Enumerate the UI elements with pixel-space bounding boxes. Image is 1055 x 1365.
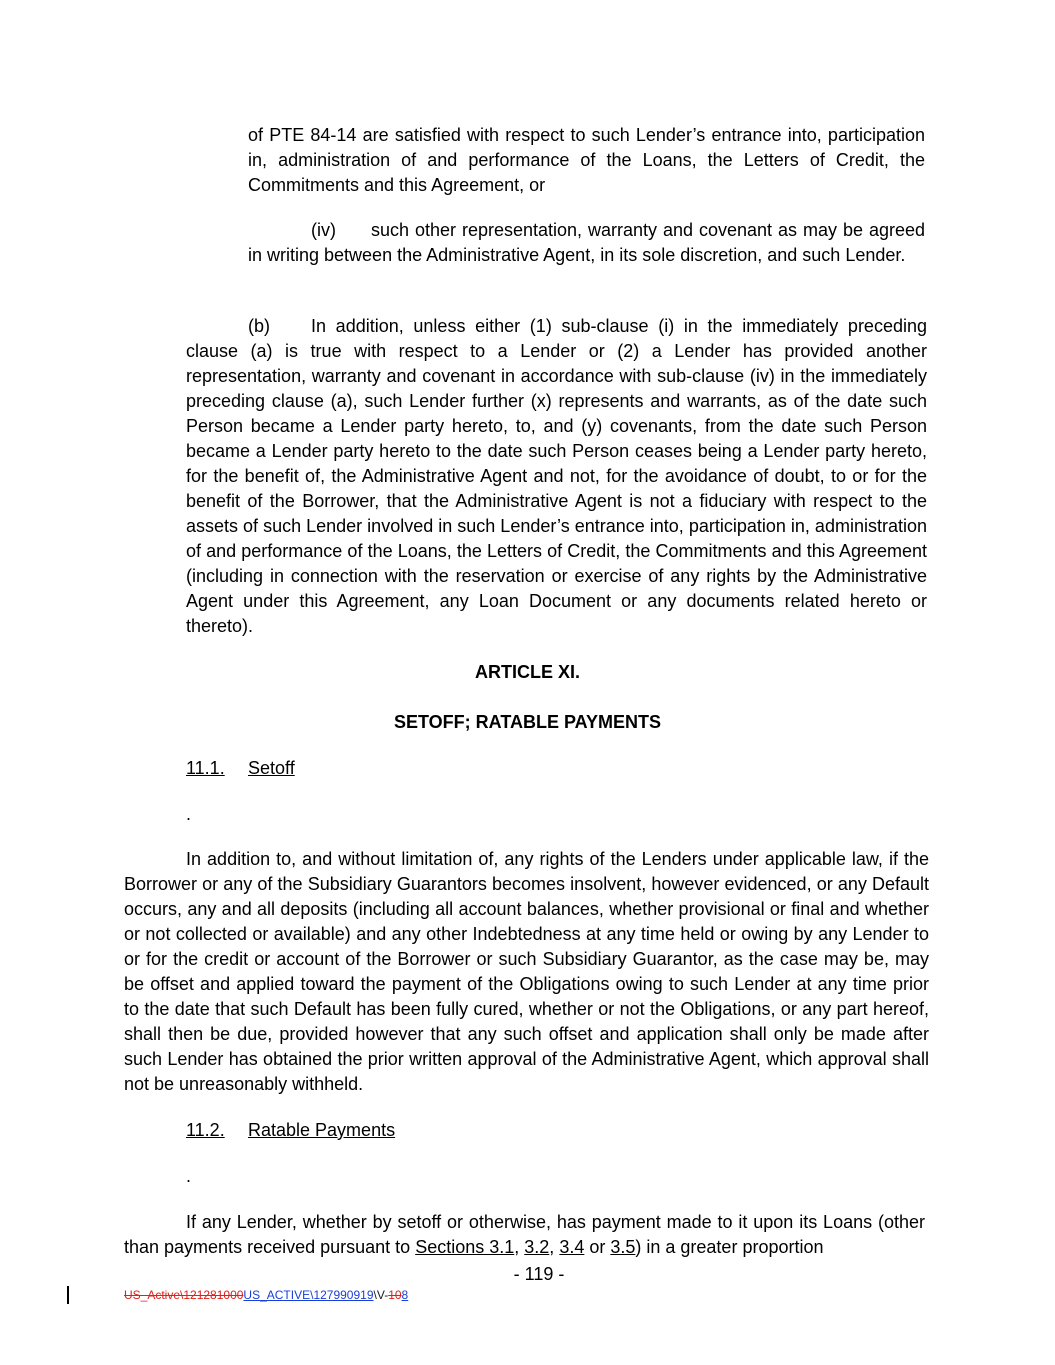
clause-iv-text: such other representation, warranty and covenant as may be agreed in writing between the Administrative Agent, in its sole discretion, and such Lender. [248, 220, 925, 265]
section-11-1-heading [186, 756, 295, 781]
clause-b-label: (b) [248, 316, 270, 336]
section-3-2-reference: 3.2 [524, 1237, 550, 1257]
section-11-2-title: Ratable Payments [248, 1120, 396, 1140]
deleted-document-id: US_Active\121281000 [124, 1288, 244, 1302]
inserted-version: 8 [401, 1288, 409, 1302]
clause-b-text: In addition, unless either (1) sub-clause (i) in the immediately preceding clause (a) is true with respect to a Lender or (2) a Lender has provided another representation, warranty and covenant in accordance with sub-clause (iv) in the immediately preceding clause (a), such Lender further (x) represents and warrants, as of the date such Person became a Lender party hereto, to, and (y) covenants, from the date such Person became a Lender party hereto to the date such Person ceases being a Lender party hereto, for the benefit of, the Administrative Agent and not, for the avoidance of doubt, to or for the benefit of the Borrower, that the Administrative Agent is not a fiduciary with respect to the assets of such Lender involved in such Lender’s entrance into, participation in, administration of and performance of the Loans, the Letters of Credit, the Commitments and this Agreement (including in connection with the reservation or exercise of any rights by the Administrative Agent under this Agreement, any Loan Document or any documents related hereto or thereto). [186, 316, 927, 636]
article-title: SETOFF; RATABLE PAYMENTS [393, 712, 661, 732]
section-11-1-dot: . [186, 804, 192, 824]
version-prefix: \V- [373, 1288, 389, 1302]
clause-continuation-paragraph: of PTE 84-14 are satisfied with respect to such Lender’s entrance into, participation in, administration of and performance of the Loans, the Letters of Credit, the Commitments and this Agreement, or [248, 125, 925, 195]
section-11-1-title: Setoff [248, 758, 295, 778]
section-3-1-reference: Sections 3.1 [415, 1237, 515, 1257]
clause-iv-paragraph [248, 218, 925, 268]
ratable-text-start: If any Lender, whether by setoff or otherwise, has payment made to it upon its Loans (other than payments received pursuant to [124, 1212, 925, 1257]
ratable-payments-paragraph [124, 1210, 925, 1260]
ratable-separator-1: , [514, 1237, 525, 1257]
clause-iv-label: (iv) [311, 220, 336, 240]
document-reference [124, 1287, 408, 1303]
section-3-5-reference: 3.5 [610, 1237, 636, 1257]
clause-b-paragraph [186, 314, 927, 639]
page-number: - 119 - [513, 1264, 565, 1284]
ratable-separator-2: , [549, 1237, 560, 1257]
change-bar [67, 1286, 69, 1304]
ratable-or: or [584, 1237, 611, 1257]
section-11-1-number: 11.1. [186, 758, 225, 778]
section-11-2-heading [186, 1118, 395, 1143]
ratable-text-end: ) in a greater proportion [635, 1237, 824, 1257]
section-11-2-dot: . [186, 1166, 192, 1186]
deleted-version: 10 [388, 1288, 402, 1302]
inserted-document-id: US_ACTIVE\127990919 [243, 1288, 374, 1302]
section-11-2-number: 11.2. [186, 1120, 225, 1140]
section-3-4-reference: 3.4 [559, 1237, 585, 1257]
article-number: ARTICLE XI. [474, 662, 580, 682]
setoff-paragraph: In addition to, and without limitation of, any rights of the Lenders under applicable law, if the Borrower or any of the Subsidiary Guarantors becomes insolvent, however evidenced, or any Default occurs, any and all deposits (including all account balances, whether provisional or final and whether or not collected or available) and any other Indebtedness at any time held or owing by any Lender to or for the credit or account of the Borrower or such Subsidiary Guarantor, as the case may be, may be offset and applied toward the payment of the Obligations owing to such Lender at any time prior to the date that such Default has been fully cured, whether or not the Obligations, or any part hereof, shall then be due, provided however that any such offset and application shall only be made after such Lender has obtained the prior written approval of the Administrative Agent, which approval shall not be unreasonably withheld. [124, 849, 929, 1094]
